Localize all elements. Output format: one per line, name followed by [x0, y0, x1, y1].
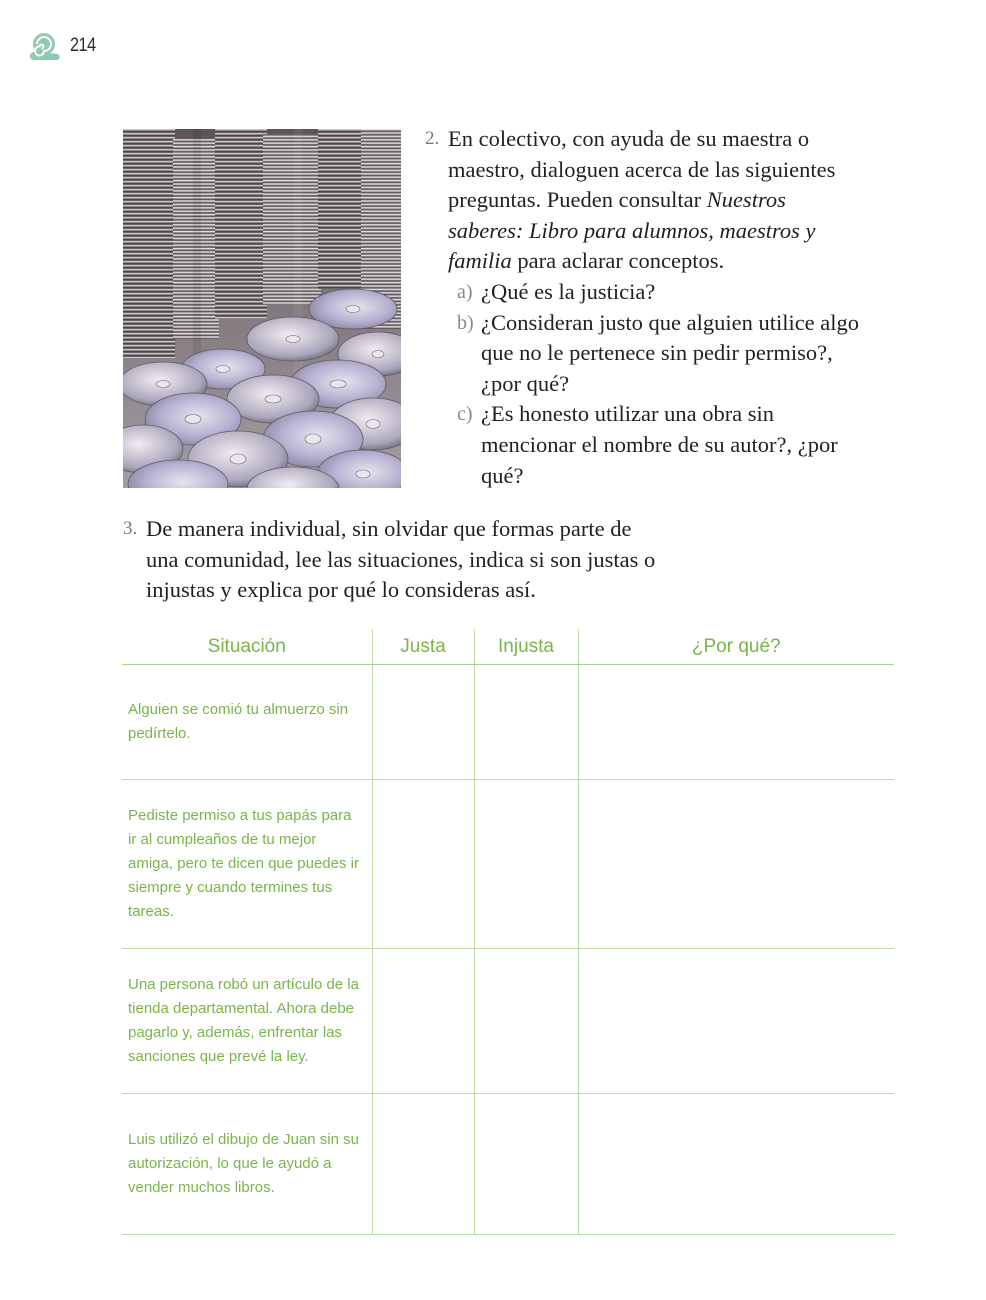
snail-icon: [28, 30, 62, 62]
unfair-cell[interactable]: [474, 1094, 578, 1235]
table-header-row: [122, 629, 894, 665]
unfair-cell[interactable]: [474, 665, 578, 780]
situation-cell: Alguien se comió tu almuerzo sin pedírtelo.: [122, 665, 372, 780]
question-2-number: 2.: [425, 128, 440, 149]
situation-cell: Luis utilizó el dibujo de Juan sin su autorización, lo que le ayudó a vender muchos libros.: [122, 1094, 372, 1235]
question-2-text: 2. En colectivo, con ayuda de su maestra o maestro, dialoguen acerca de las siguientes preguntas. Pueden consultar Nuestros saberes: Libro para alumnos, maestros y familia para aclarar conceptos.: [425, 126, 836, 274]
fair-cell[interactable]: [372, 1094, 474, 1235]
header-fair: Justa: [372, 629, 474, 665]
why-cell[interactable]: [578, 1094, 894, 1235]
page-header: [28, 30, 100, 62]
header-why: ¿Por qué?: [578, 629, 894, 665]
question-2-subitem-a: a) ¿Qué es la justicia?: [457, 278, 656, 304]
fair-cell[interactable]: [372, 665, 474, 780]
fair-cell[interactable]: [372, 780, 474, 949]
unfair-cell[interactable]: [474, 949, 578, 1094]
question-2: [425, 124, 865, 491]
table-row: [122, 1094, 894, 1235]
header-situation: Situación: [122, 629, 372, 665]
question-2-subitem-b: b) ¿Consideran justo que alguien utilice algo que no le pertenece sin pedir permiso?, ¿por qué?: [457, 309, 860, 396]
cd-stacks-photo: [123, 129, 401, 488]
table-row: [122, 780, 894, 949]
situations-table: [122, 629, 894, 1235]
fair-cell[interactable]: [372, 949, 474, 1094]
question-3: [123, 514, 663, 606]
situation-cell: Pediste permiso a tus papás para ir al cumpleaños de tu mejor amiga, pero te dicen que puedes ir siempre y cuando termines tus tareas.: [122, 780, 372, 949]
unfair-cell[interactable]: [474, 780, 578, 949]
header-unfair: Injusta: [474, 629, 578, 665]
question-3-text: De manera individual, sin olvidar que formas parte de una comunidad, lee las situaciones, indica si son justas o injustas y explica por qué lo consideras así.: [146, 516, 656, 603]
why-cell[interactable]: [578, 780, 894, 949]
situation-cell: Una persona robó un artículo de la tienda departamental. Ahora debe pagarlo y, además, enfrentar las sanciones que prevé la ley.: [122, 949, 372, 1094]
page-number: 214: [70, 35, 96, 56]
why-cell[interactable]: [578, 665, 894, 780]
book-title: Nuestros saberes: Libro para alumnos, maestros y familia: [448, 187, 816, 274]
why-cell[interactable]: [578, 949, 894, 1094]
table-row: [122, 949, 894, 1094]
question-3-number: 3.: [123, 518, 138, 539]
table-row: [122, 665, 894, 780]
question-2-subitem-c: c) ¿Es honesto utilizar una obra sin mencionar el nombre de su autor?, ¿por qué?: [457, 401, 838, 488]
